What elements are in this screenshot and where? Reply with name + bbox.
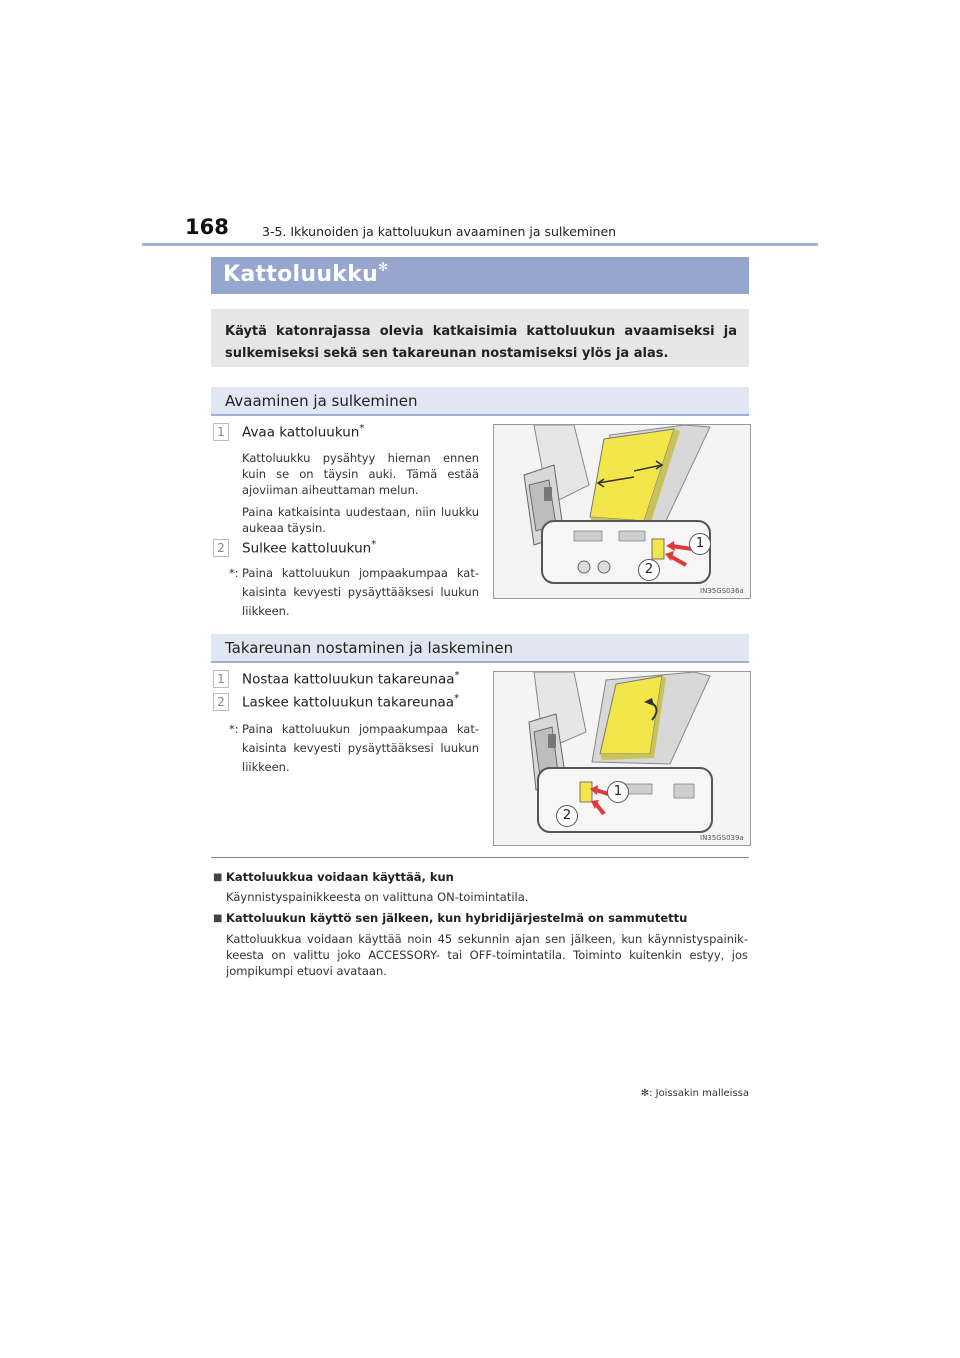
- figure-illustration: [494, 425, 750, 598]
- callout-1: 1: [607, 781, 629, 803]
- section-heading-bar-1: [211, 387, 749, 416]
- item-number-badge: 1: [213, 423, 229, 441]
- item-label-close: [242, 539, 376, 557]
- item-label-text: Avaa kattoluukun: [242, 424, 360, 441]
- bullet-text: Käynnistyspainikkeesta on valittuna ON-toimintatila.: [226, 890, 529, 904]
- bullet-title: Kattoluukkua voidaan käyttää, kun: [226, 870, 454, 884]
- intro-box: [211, 309, 749, 367]
- item-label-open: [242, 423, 364, 441]
- figure-sunroof-tilt: [493, 671, 751, 846]
- item-number-badge: 2: [213, 539, 229, 557]
- callout-2: 2: [556, 805, 578, 827]
- section-header-title: 3-5. Ikkunoiden ja kattoluukun avaaminen ja sulkeminen: [262, 224, 617, 239]
- page-number: 168: [185, 215, 229, 239]
- section-heading-bar-2: [211, 634, 749, 663]
- section-heading-2: Takareunan nostaminen ja laskeminen: [225, 639, 514, 657]
- figure-illustration: [494, 672, 750, 845]
- asterisk-mark: *: [359, 423, 365, 434]
- title-asterisk: ✻: [378, 260, 389, 274]
- item-number-badge: 2: [213, 693, 229, 711]
- footnote: ✻: Joissakin malleissa: [640, 1088, 749, 1099]
- page-title: [223, 262, 389, 287]
- square-bullet-icon: ■: [213, 913, 223, 924]
- note-text: Paina kattoluukun jompaakumpaa katkaisinta kevyesti pysäyttääksesi luukun liikkeen.: [242, 722, 479, 774]
- item-label-tilt-up: [242, 670, 460, 688]
- note-prefix: *:: [229, 566, 239, 580]
- square-bullet-icon: ■: [213, 872, 223, 883]
- asterisk-mark: *: [454, 670, 460, 681]
- item-label-text: Sulkee kattoluukun: [242, 540, 372, 557]
- item-label-text: Nostaa kattoluukun takareunaa: [242, 671, 455, 688]
- asterisk-mark: *: [371, 539, 377, 550]
- note-prefix: *:: [229, 722, 239, 736]
- section-heading-1: Avaaminen ja sulkeminen: [225, 392, 418, 410]
- figure-code: IN35GS036a: [700, 587, 744, 595]
- item-number-badge: 1: [213, 670, 229, 688]
- header-rule: [142, 243, 818, 246]
- figure-code: IN35GS039a: [700, 834, 744, 842]
- item-label-text: Laskee kattoluukun takareunaa: [242, 694, 455, 711]
- content-divider: [211, 857, 749, 858]
- page-title-text: Kattoluukku: [223, 262, 379, 287]
- figure-sunroof-open-close: [493, 424, 751, 599]
- asterisk-mark: *: [454, 693, 460, 704]
- intro-text: Käytä katonrajassa olevia katkaisimia kattoluukun avaamiseksi ja sulkemiseksi sekä sen takareunan nostamiseksi ylös ja alas.: [225, 324, 737, 361]
- callout-1: 1: [689, 533, 711, 555]
- item-label-tilt-down: [242, 693, 459, 711]
- note-text: Paina kattoluukun jompaakumpaa katkaisinta kevyesti pysäyttääksesi luukun liikkeen.: [242, 566, 479, 618]
- bullet-text: Kattoluukkua voidaan käyttää noin 45 sekunnin ajan sen jälkeen, kun käynnistyspainikkeesta on valittu joko ACCESSORY- tai OFF-toimintatila. Toiminto kuitenkin estyy, jos jompikumpi etuovi avataan.: [226, 932, 748, 978]
- bullet-title: Kattoluukun käyttö sen jälkeen, kun hybridijärjestelmä on sammutettu: [226, 911, 688, 925]
- item-description: Paina katkaisinta uudestaan, niin luukku aukeaa täysin.: [242, 505, 479, 535]
- page-title-bar: [211, 257, 749, 294]
- item-description: Kattoluukku pysähtyy hieman ennen kuin se on täysin auki. Tämä estää ajoviiman aiheuttaman melun.: [242, 451, 479, 497]
- callout-2: 2: [638, 559, 660, 581]
